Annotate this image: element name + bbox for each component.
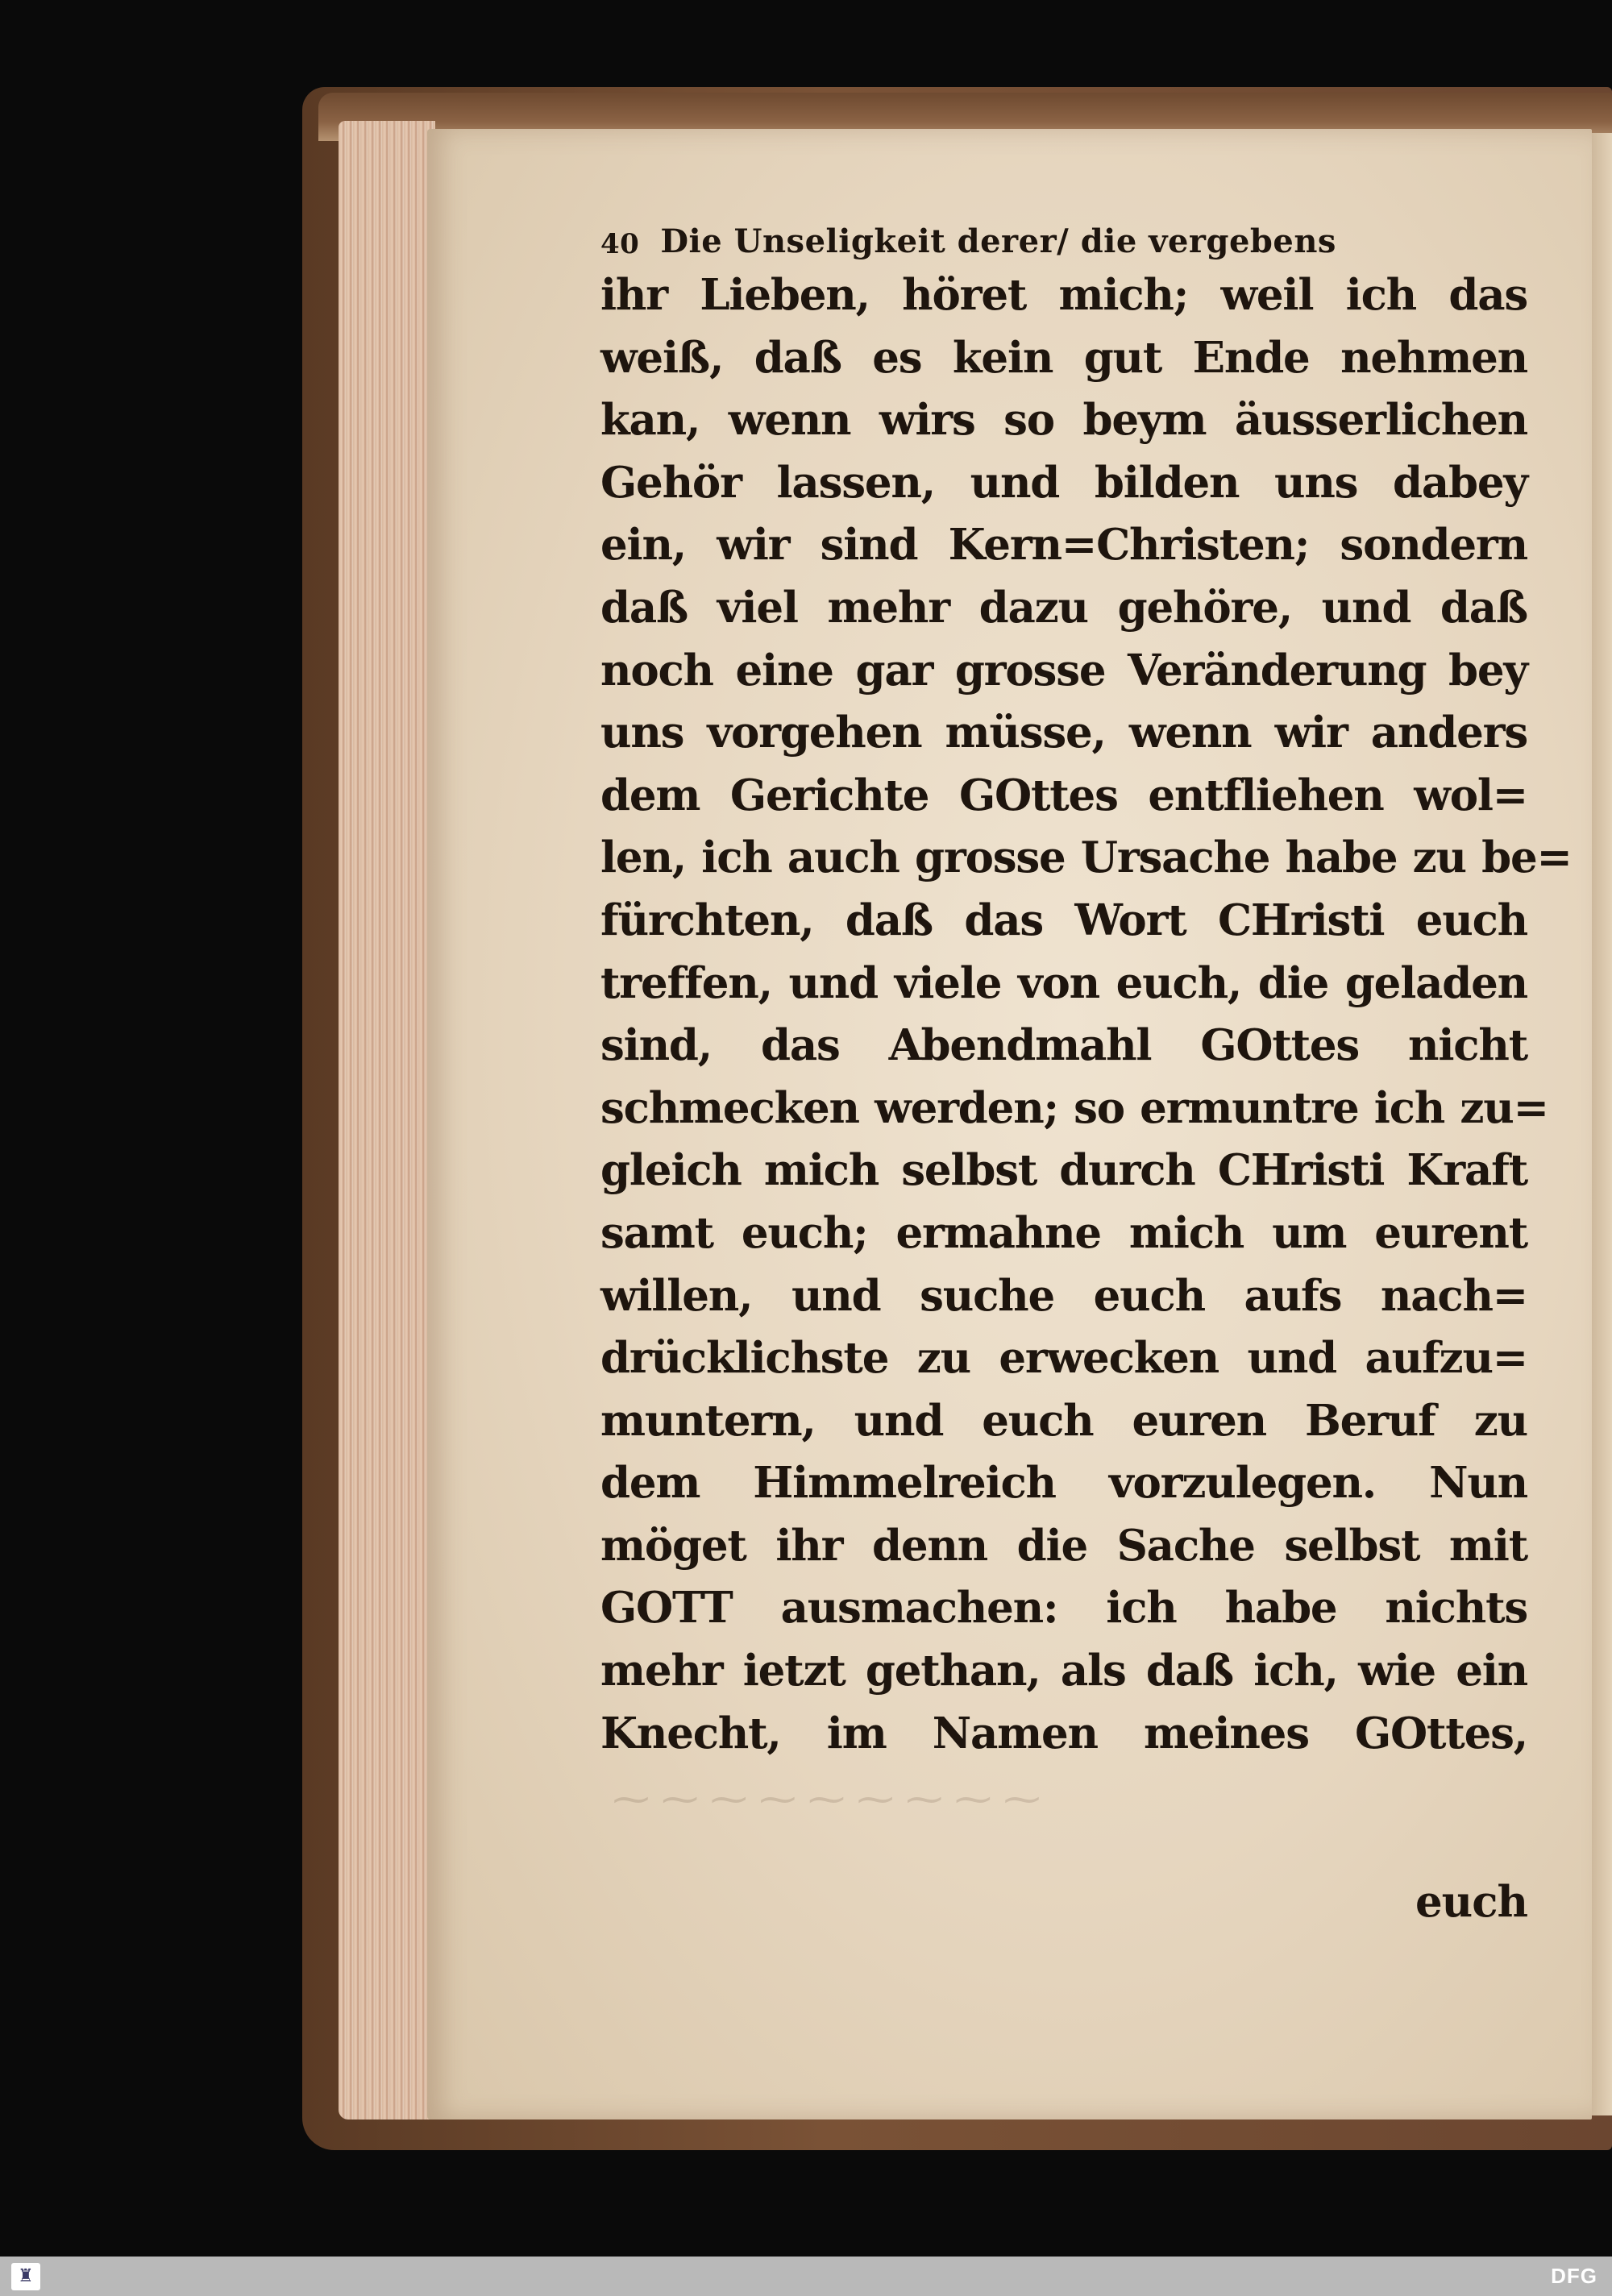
- text-line: mehr ietzt gethan, als daß ich, wie ein: [600, 1646, 1527, 1696]
- text-line: kan, wenn wirs so beym äusserlichen: [600, 395, 1527, 446]
- text-line: samt euch; ermahne mich um eurent: [600, 1207, 1527, 1258]
- page-text-block: [600, 201, 1572, 1927]
- text-line: weiß, daß es kein gut Ende nehmen: [600, 332, 1527, 383]
- text-line: ihr Lieben, höret mich; weil ich das: [600, 270, 1527, 320]
- text-line: dem Gerichte GOttes entfliehen wol=: [600, 770, 1527, 820]
- text-line: uns vorgehen müsse, wenn wir anders: [600, 708, 1527, 758]
- viewer-footer-bar: [0, 2257, 1612, 2296]
- text-line: willen, und suche euch aufs nach=: [600, 1270, 1527, 1321]
- text-line: daß viel mehr dazu gehöre, und daß: [600, 582, 1527, 633]
- body-text: [600, 264, 1572, 1765]
- text-line: muntern, und euch euren Beruf zu: [600, 1395, 1527, 1446]
- text-line: ein, wir sind Kern=Christen; sondern: [600, 520, 1527, 571]
- facing-page-edge: [1592, 133, 1612, 2115]
- running-head: [600, 201, 1527, 258]
- text-line: Knecht, im Namen meines GOttes,: [600, 1708, 1527, 1758]
- page-number: 40: [600, 228, 640, 260]
- text-line: treffen, und viele von euch, die geladen: [600, 957, 1527, 1008]
- text-line: schmecken werden; so ermuntre ich zu=: [600, 1082, 1548, 1133]
- text-line: noch eine gar grosse Veränderung bey: [600, 645, 1527, 695]
- text-line: möget ihr denn die Sache selbst mit: [600, 1520, 1527, 1571]
- library-seal-icon: ♜: [11, 2263, 40, 2290]
- text-line: dem Himmelreich vorzulegen. Nun: [600, 1458, 1527, 1509]
- text-line: len, ich auch grosse Ursache habe zu be=: [600, 832, 1572, 883]
- page-edges: [339, 121, 435, 2120]
- text-line: drücklichste zu erwecken und aufzu=: [600, 1333, 1527, 1384]
- running-head-title: Die Unseligkeit derer/ die vergebens: [660, 222, 1336, 260]
- show-through-text: ⁓ ⁓ ⁓ ⁓ ⁓ ⁓ ⁓ ⁓ ⁓: [613, 1777, 1041, 1821]
- dfg-credit: DFG: [1551, 2264, 1597, 2288]
- text-line: GOTT ausmachen: ich habe nichts: [600, 1583, 1527, 1634]
- text-line: Gehör lassen, und bilden uns dabey: [600, 457, 1527, 508]
- text-line: fürchten, daß das Wort CHristi euch: [600, 895, 1527, 945]
- text-line: gleich mich selbst durch CHristi Kraft: [600, 1145, 1527, 1196]
- text-line: sind, das Abendmahl GOttes nicht: [600, 1020, 1527, 1071]
- catchword: euch: [1415, 1877, 1527, 1927]
